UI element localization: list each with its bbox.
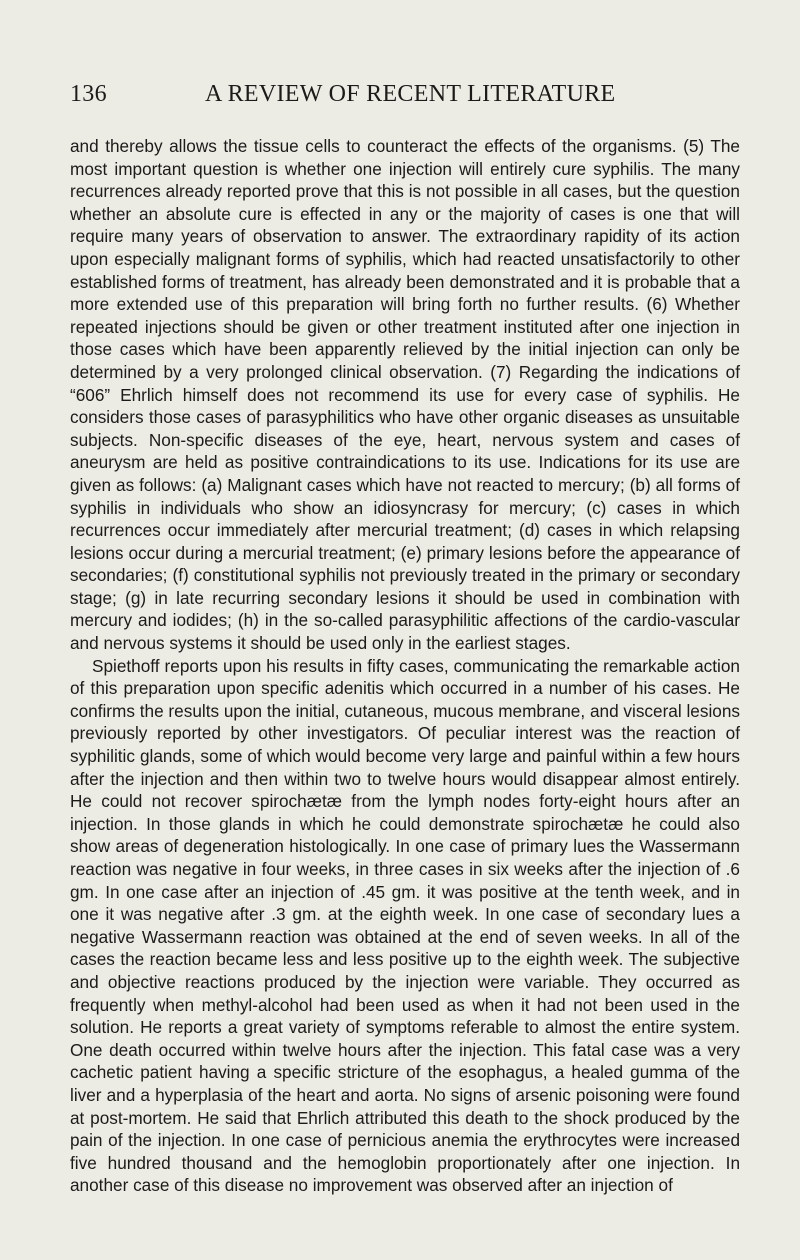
body-text — [70, 135, 740, 1197]
page-header — [70, 74, 740, 114]
paragraph-continuation: and thereby allows the tissue cells to counteract the effects of the organisms. (5) The most important question is whether one injection will entirely cure syphilis. The many recurrences already reported prove that this is not possible in all cases, but the question whether an absolute cure is effected in any or the majority of cases is one that will require many years of observation to answer. The extraordinary rapidity of its action upon especially malignant forms of syphilis, which had reacted unsatisfactorily to other established forms of treatment, has already been demonstrated and it is probable that a more extended use of this preparation will bring forth no further results. (6) Whether repeated injections should be given or other treatment instituted after one injection in those cases which have been apparently relieved by the initial injection can only be determined by a very prolonged clinical observation. (7) Regarding the indications of “606” Ehrlich himself does not recommend its use for every case of syphilis. He considers those cases of parasyphilitics who have other organic diseases as unsuitable subjects. Non-specific diseases of the eye, heart, nervous system and cases of aneurysm are held as positive contraindications to its use. Indications for its use are given as follows: (a) Malignant cases which have not reacted to mercury; (b) all forms of syphilis in individuals who show an idiosyncrasy for mercury; (c) cases in which recurrences occur immediately after mercurial treatment; (d) cases in which relapsing lesions occur during a mercurial treatment; (e) primary lesions before the appearance of secondaries; (f) constitutional syphilis not previously treated in the primary or secondary stage; (g) in late recurring secondary lesions it should be used in combination with mercury and iodides; (h) in the so-called parasyphilitic affections of the cardio-vascular and nervous systems it should be used only in the earliest stages. — [70, 136, 740, 654]
paragraph-spiethoff: Spiethoff reports upon his results in fifty cases, communicating the remarkable action of this preparation upon specific adenitis which occurred in a number of his cases. He confirms the results upon the initial, cutaneous, mucous membrane, and visceral lesions previously reported by other investigators. Of peculiar interest was the reaction of syphilitic glands, some of which would become very large and painful within a few hours after the injection and then within two to twelve hours would disappear almost entirely. He could not recover spirochætæ from the lymph nodes forty-eight hours after an injection. In those glands in which he could demonstrate spirochætæ he could also show areas of degeneration histologically. In one case of primary lues the Wassermann reaction was negative in four weeks, in three cases in six weeks after the injection of .6 gm. In one case after an injection of .45 gm. it was positive at the tenth week, and in one it was negative after .3 gm. at the eighth week. In one case of secondary lues a negative Wassermann reaction was obtained at the end of seven weeks. In all of the cases the reaction became less and less positive up to the eighth week. The subjective and objective reactions produced by the injection were variable. They occurred as frequently when methyl-alcohol had been used as when it had not been used in the solution. He reports a great variety of symptoms referable to almost the entire system. One death occurred within twelve hours after the injection. This fatal case was a very cachetic patient having a specific stricture of the esophagus, a healed gumma of the liver and a hyperplasia of the heart and aorta. No signs of arsenic poisoning were found at post-mortem. He said that Ehrlich attributed this death to the shock produced by the pain of the injection. In one case of pernicious anemia the erythrocytes were increased five hundred thousand and the hemoglobin proportionately after one injection. In another case of this disease no improvement was observed after an injection of — [70, 655, 740, 1196]
page-number: 136 — [70, 81, 107, 107]
running-title: A REVIEW OF RECENT LITERATURE — [205, 81, 616, 107]
